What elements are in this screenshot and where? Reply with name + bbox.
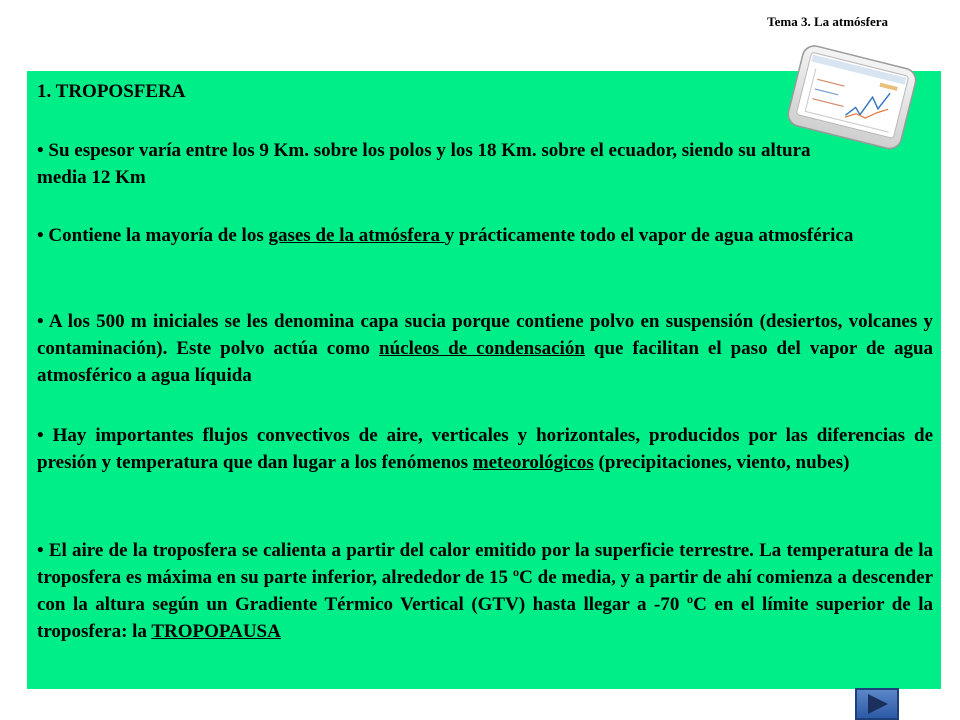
paragraph-gases [37, 222, 933, 249]
paragraph-text: • Contiene la mayoría de los [37, 225, 269, 246]
next-arrow-icon [857, 690, 897, 718]
paragraph-convection [37, 422, 933, 476]
paragraph-text: • A los 500 m iniciales se les denomina capa sucia porque contiene polvo en suspensión (desiertos, volcanes y contaminación). Este polvo actúa como [37, 311, 933, 359]
paragraph-temperature [37, 537, 933, 645]
section-heading: 1. TROPOSFERA [37, 81, 186, 102]
link-condensation-nuclei[interactable]: núcleos de condensación [379, 338, 585, 359]
paragraph-text: (precipitaciones, viento, nubes) [593, 452, 850, 473]
next-slide-button[interactable] [855, 688, 899, 720]
link-gases[interactable]: gases de la atmósfera [268, 225, 445, 246]
laptop-chart-icon [780, 42, 922, 152]
paragraph-text: • Su espesor varía entre los 9 Km. sobre los polos y los 18 Km. sobre el ecuador, siendo su altura media 12 Km [37, 140, 811, 188]
paragraph-text: • El aire de la troposfera se calienta a partir del calor emitido por la superficie terrestre. La temperatura de la troposfera es máxima en su parte inferior, alrededor de 15 ºC de media, y a partir de ahí comienza a descender con la altura según un Gradiente Térmico Vertical (GTV) hasta llegar a -70 ºC en el límite superior de la troposfera: la [37, 540, 933, 642]
content-panel [27, 71, 941, 689]
paragraph-dirty-layer [37, 308, 933, 389]
link-tropopause[interactable]: TROPOPAUSA [151, 621, 281, 642]
header-title: Tema 3. La atmósfera [767, 14, 888, 29]
paragraph-text: que facilitan el paso del vapor de agua atmosférico a agua líquida [37, 338, 934, 386]
paragraph-text: y prácticamente todo el vapor de agua atmosférica [444, 225, 854, 246]
link-meteorological[interactable]: meteorológicos [472, 452, 594, 473]
paragraph-thickness [37, 137, 841, 191]
paragraph-text: • Hay importantes flujos convectivos de aire, verticales y horizontales, producidos por las diferencias de presión y temperatura que dan lugar a los fenómenos [37, 425, 933, 473]
